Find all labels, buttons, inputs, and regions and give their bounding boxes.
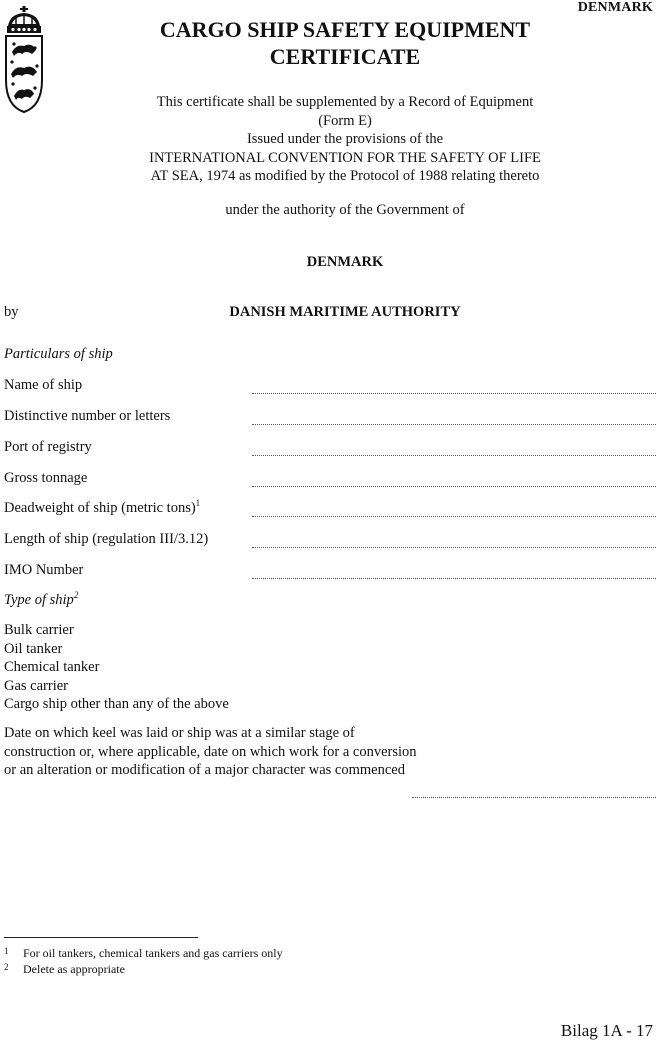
deadweight-label-text: Deadweight of ship (metric tons) xyxy=(4,500,196,516)
country-header: DENMARK xyxy=(577,0,653,15)
intro-line-1: This certificate shall be supplemented by a Record of Equipment xyxy=(156,94,534,110)
gross-tonnage-label: Gross tonnage xyxy=(4,470,88,486)
keel-date-label: Date on which keel was laid or ship was at a similar stage of construction or, where applicable, date on which work for a conversion or an alteration or modification of a major character was commenced xyxy=(4,725,417,778)
length-of-ship-field[interactable] xyxy=(252,547,656,548)
page-number: Bilag 1A - 17 xyxy=(560,1021,653,1040)
name-of-ship-label: Name of ship xyxy=(4,377,83,393)
type-of-ship-heading-text: Type of ship xyxy=(4,592,74,608)
ship-type-option[interactable]: Chemical tanker xyxy=(4,659,100,675)
intro-text xyxy=(100,93,590,186)
ship-type-option[interactable]: Oil tanker xyxy=(4,640,63,657)
footnote-2-mark: 2 xyxy=(4,962,9,972)
port-of-registry-label: Port of registry xyxy=(4,439,92,455)
coat-of-arms-icon xyxy=(2,4,46,114)
title-line-1: CARGO SHIP SAFETY EQUIPMENT xyxy=(159,17,531,42)
distinctive-number-field[interactable] xyxy=(252,424,656,425)
ship-type-option[interactable]: Gas carrier xyxy=(4,677,68,694)
footnote-1-text: For oil tankers, chemical tankers and gas carriers only xyxy=(23,946,283,960)
type-of-ship-heading xyxy=(4,592,78,609)
particulars-heading: Particulars of ship xyxy=(4,346,113,362)
footnote-divider xyxy=(4,937,198,938)
certificate-title xyxy=(100,16,590,70)
distinctive-number-label: Distinctive number or letters xyxy=(4,408,171,424)
footnote-ref-2: 2 xyxy=(73,590,79,601)
gross-tonnage-field[interactable] xyxy=(252,486,656,487)
deadweight-field[interactable] xyxy=(252,516,656,517)
government-country: DENMARK xyxy=(306,254,384,270)
ship-type-option[interactable]: Cargo ship other than any of the above xyxy=(4,696,229,712)
footnote-ref-1: 1 xyxy=(195,498,201,509)
by-label: by xyxy=(4,304,19,320)
footnote-2-text: Delete as appropriate xyxy=(23,962,125,976)
port-of-registry-field[interactable] xyxy=(252,455,656,456)
ship-type-list xyxy=(4,621,229,714)
imo-number-label: IMO Number xyxy=(4,562,84,578)
deadweight-label xyxy=(4,500,200,517)
footnote-1 xyxy=(4,946,283,961)
intro-line-4: INTERNATIONAL CONVENTION FOR THE SAFETY OF LIFE xyxy=(149,149,541,166)
footnote-2 xyxy=(4,962,125,977)
intro-line-5: AT SEA, 1974 as modified by the Protocol of 1988 relating thereto xyxy=(150,168,540,184)
intro-line-3: Issued under the provisions of the xyxy=(246,131,444,147)
imo-number-field[interactable] xyxy=(252,578,656,579)
footnote-1-mark: 1 xyxy=(4,946,9,956)
issuing-organization: DANISH MARITIME AUTHORITY xyxy=(229,304,461,320)
name-of-ship-field[interactable] xyxy=(252,393,656,394)
ship-type-option[interactable]: Bulk carrier xyxy=(4,622,74,638)
keel-date-field[interactable] xyxy=(412,797,656,798)
intro-line-2: (Form E) xyxy=(318,112,372,129)
length-of-ship-label: Length of ship (regulation III/3.12) xyxy=(4,531,209,547)
title-line-2: CERTIFICATE xyxy=(269,44,421,69)
authority-text: under the authority of the Government of xyxy=(225,202,465,218)
